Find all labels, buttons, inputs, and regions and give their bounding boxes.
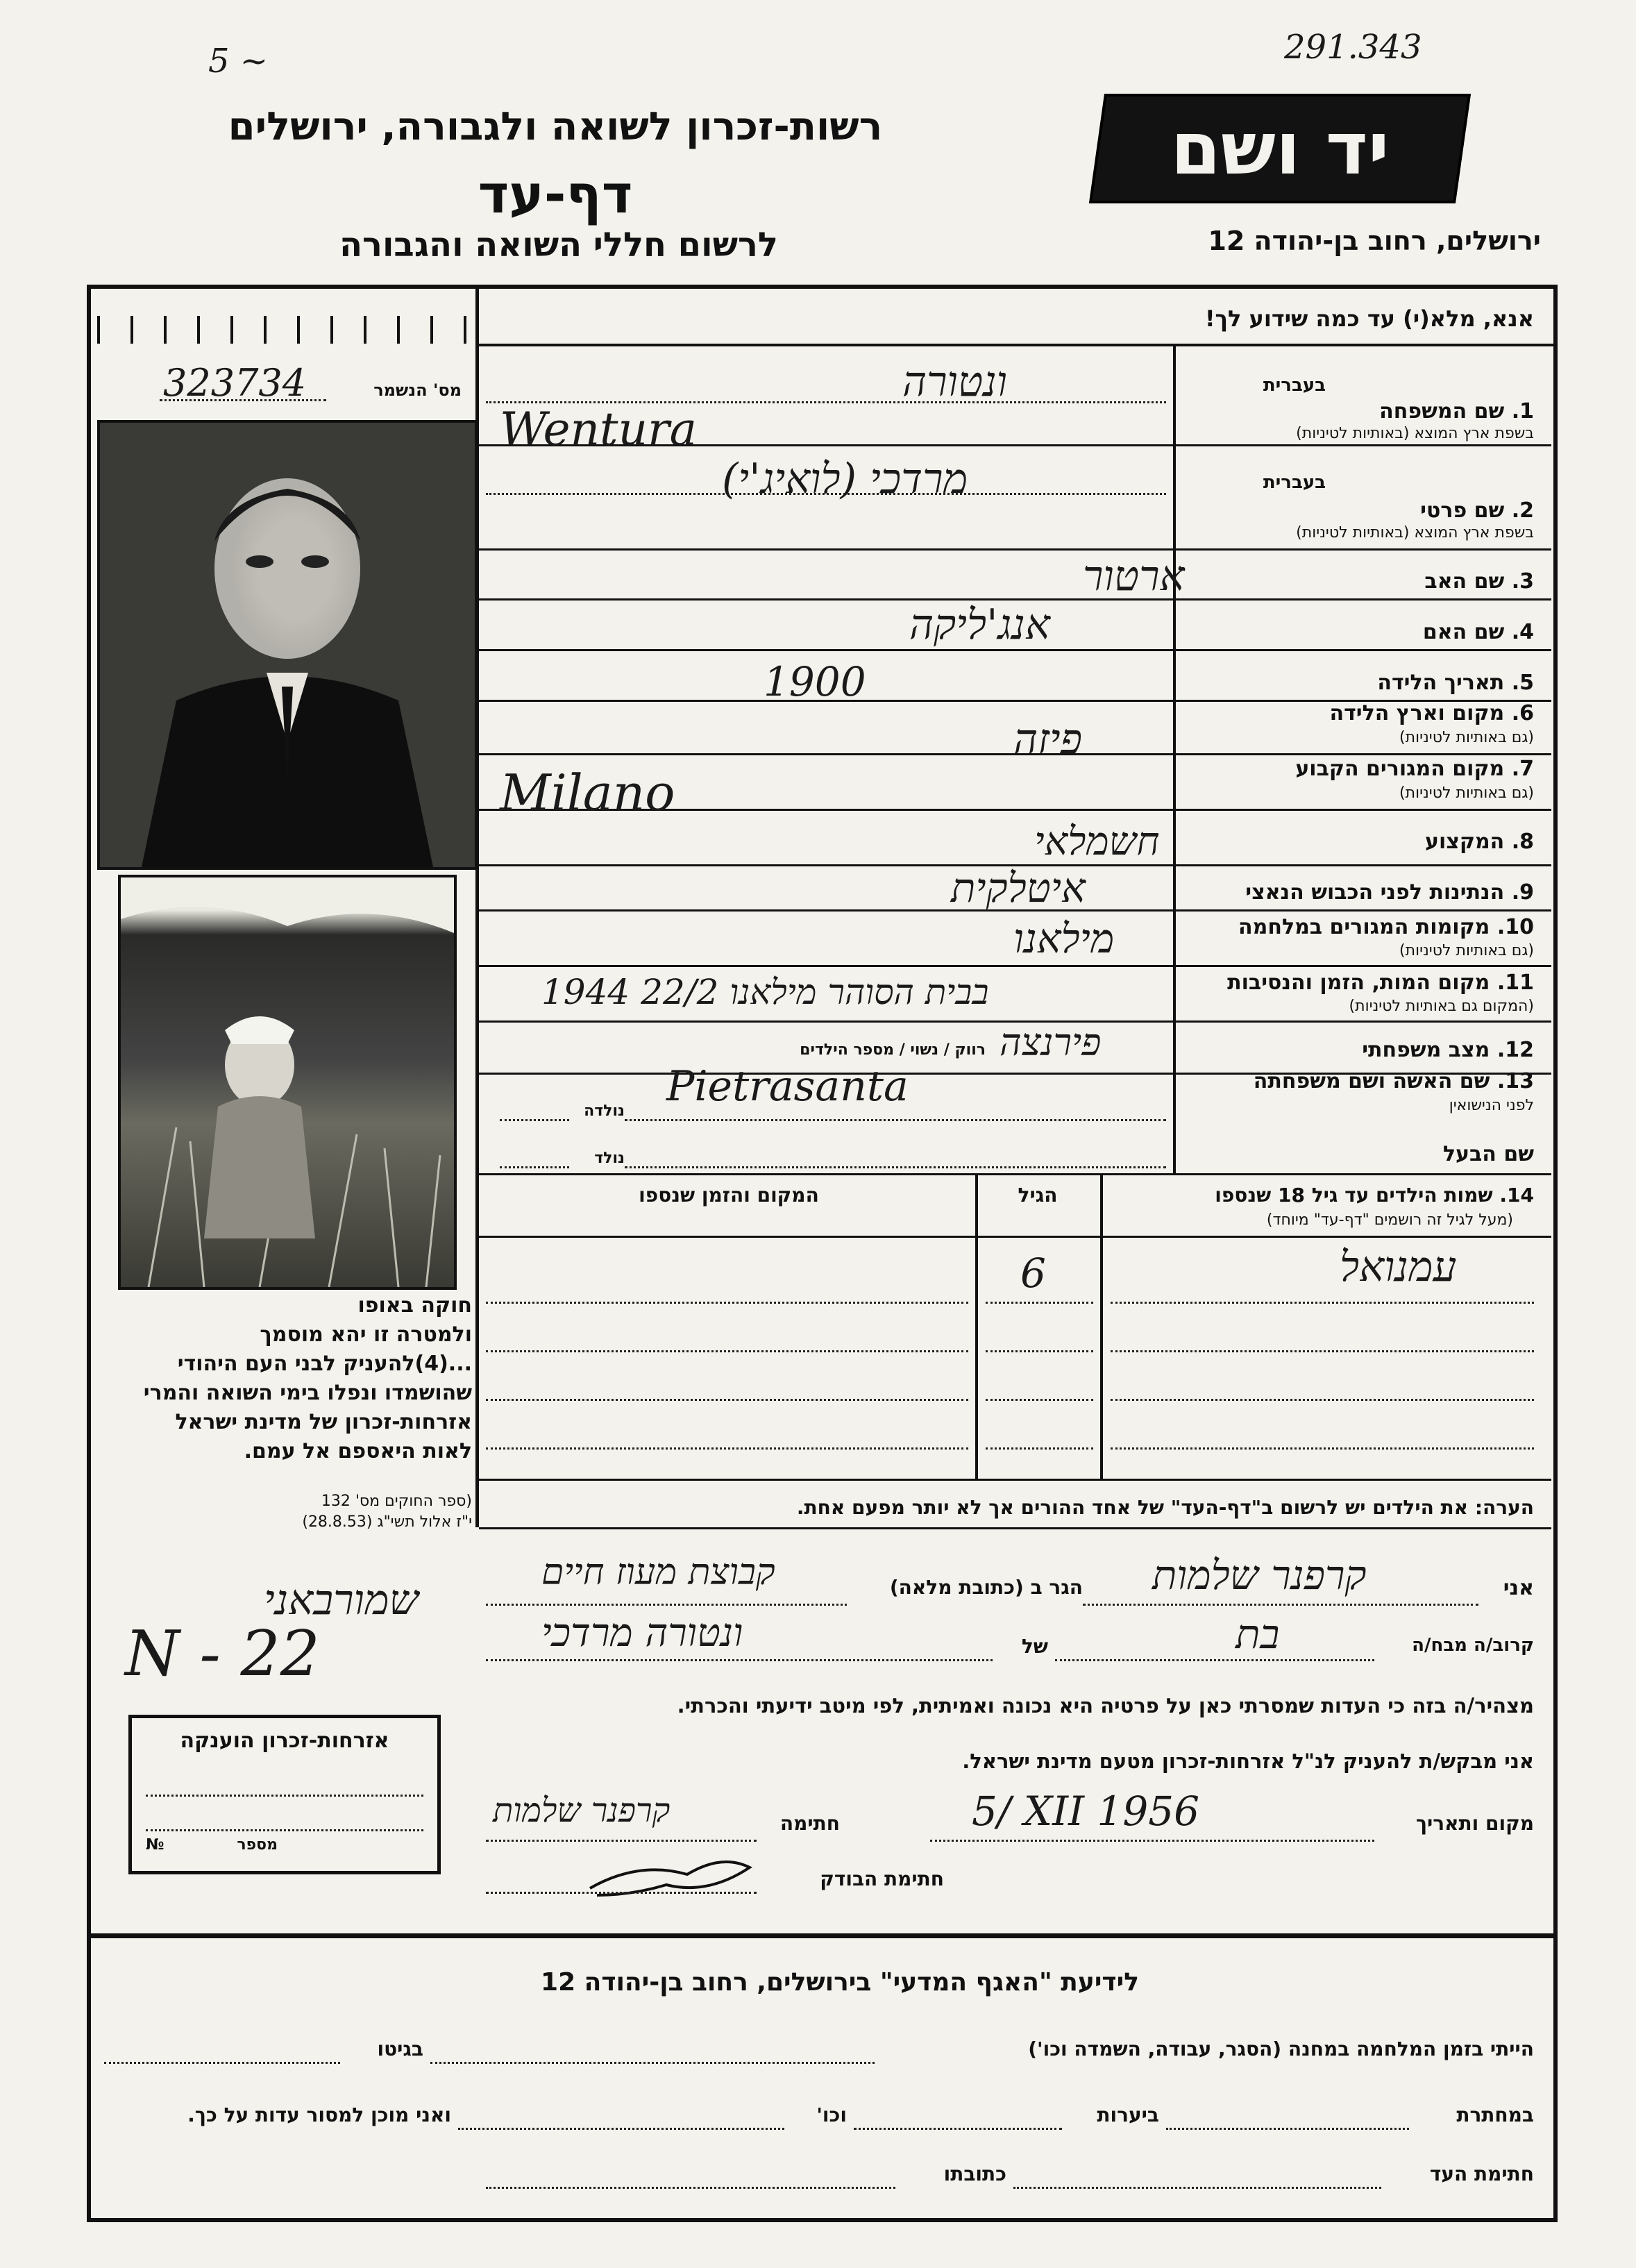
children-sub: (מעל לגיל זה רושמים "דף-עד" מיוחד) [1266,1211,1513,1229]
child-photo [118,875,457,1290]
field-4-value: אנג'ליקה [909,600,1050,649]
decl-place-date-label: מקום ותאריך [1415,1812,1534,1835]
decl-relation-label: קרוב/ה מבח/ה [1412,1635,1534,1656]
stamp-box-no: № [146,1836,165,1854]
field-1-sub2: בשפת ארץ המוצא (באותיות לטיניות) [1296,425,1534,442]
field-5-label [1180,671,1534,695]
decl-signature: קרפנר שלמות [493,1791,671,1830]
quote-line-2: ולמטרה זו יהא מוסמך [260,1322,472,1347]
register-label: מס' הנשמר [373,380,462,400]
field-6-value: פיזה [1013,715,1083,764]
field-8-value: חשמלאי [1034,819,1160,864]
field-3-value: ארטור [1083,552,1185,600]
field-1-num: 1. [1511,399,1534,423]
field-11-text: מקום המות, הזמן והנסיבות [1227,971,1490,995]
quote-line-6: לאות היאספם אל עמם. [244,1439,472,1463]
field-4-label [1180,620,1534,644]
decl-relation: בת [1236,1611,1280,1658]
field-12-sub3: רווק / נשוי / מספר הילדים [800,1041,986,1059]
field-6-label [1180,701,1534,725]
field-6-num: 6. [1511,701,1534,725]
field-9-text: הנתינות לפני הכבוש הנאצי [1245,880,1505,905]
field-2-num: 2. [1511,498,1534,523]
field-1-text: שם המשפחה [1379,399,1505,423]
children-col-place: המקום והזמן שנספו [639,1184,819,1207]
field-1-value-he: ונטורה [902,358,1008,406]
quote-line-3: ...(4)להעניק לבני העם היהודי [177,1352,472,1376]
quote-line-4: שהושמדו ונפלו בימי השואה והמרי [143,1381,472,1405]
law-reference: (ספר החוקים מס' 132 [321,1493,472,1510]
field-13-born-label: נולדה [584,1102,625,1120]
field-1-value-latin: Wentura [500,403,697,456]
footer-line1-b: בגיטו [377,2038,423,2060]
footer-line2-d: ואני מוכן למסור עדות על כך. [187,2103,451,2126]
decl-sig-label: חתימה [779,1812,840,1835]
children-col-age: הגיל [1018,1184,1058,1207]
logo-text: יד ושם [1170,106,1390,191]
citizenship-stamp-box [128,1715,441,1874]
field-5-num: 5. [1511,671,1534,695]
stamp-box-title: אזרחות-זכרון הוענקה [180,1729,389,1753]
field-7-sub2: (גם באותיות לטיניות) [1399,784,1534,802]
field-10-value: מילאנו [1013,915,1115,962]
field-12-label [1180,1038,1534,1062]
form-title: דף-עד [478,163,633,225]
field-4-num: 4. [1511,620,1534,644]
register-number: 323734 [163,361,307,405]
field-9-num: 9. [1511,880,1534,905]
field-6-text: מקום וארץ הלידה [1329,701,1505,725]
field-8-label [1180,830,1534,854]
field-4-text: שם האם [1422,620,1505,644]
child-figure-icon [121,877,454,1287]
children-label [1111,1184,1534,1207]
field-13-label [1180,1069,1534,1093]
footer-line2-b: ביערות [1097,2103,1159,2126]
decl-of-whom: ונטורה מרדכי [541,1611,743,1656]
field-2-sub1: בעברית [1263,472,1326,493]
quote-line-5: אזרחות-זכרון של מדינת ישראל [175,1410,472,1434]
field-7-num: 7. [1511,757,1534,781]
quote-line-1: חוקה באופו [357,1293,472,1318]
field-11-value: בבית הסוהר מילאנו 22/2 1944 [541,972,989,1012]
field-8-num: 8. [1511,830,1534,854]
field-12-text: מצב משפחתי [1362,1038,1490,1062]
decl-ani: אני [1503,1576,1534,1600]
field-10-label [1180,915,1534,939]
children-text: שמות הילדים עד גיל 18 שנספו [1215,1184,1493,1207]
field-2-sub2: בשפת ארץ המוצא (באותיות לטיניות) [1296,524,1534,541]
institution-title: רשות-זכרון לשואה ולגבורה, ירושלים [228,104,883,149]
field-10-text: מקומות המגורים במלחמה [1238,915,1490,939]
field-3-num: 3. [1511,569,1534,594]
field-11-num: 11. [1496,971,1534,995]
decl-gar-label: הגר ב (כתובת מלאה) [889,1576,1083,1599]
husband-label: שם הבעל [1442,1142,1534,1166]
field-6-sub2: (גם באותיות לטיניות) [1399,729,1534,746]
child-name: עמנואל [1340,1243,1457,1291]
decl-statement-2: אני מבקש/ת להעניק לנ"ל אזרחות-זכרון מטעם מדינת ישראל. [962,1749,1534,1773]
footer-line1-a: הייתי בזמן המלחמה במחנה (הסגר, עבודה, השמדה וכו') [1028,2038,1534,2060]
decl-address: קבוצת מעוז חיים [541,1552,775,1593]
tick-strip [97,316,472,344]
decl-statement-1: מצהיר/ה בזה כי העדות שמסרתי כאן על פרטיה היא נכונה ואמיתית, לפי מיטב ידיעתי והכרתי. [677,1694,1534,1717]
yad-vashem-logo [1089,94,1471,203]
field-13-num: 13. [1496,1069,1534,1093]
field-8-text: המקצוע [1424,830,1505,854]
portrait-photo [97,420,478,870]
field-10-num: 10. [1496,915,1534,939]
footer-line3-b: כתובתו [943,2162,1006,2185]
husband-born-label: נולד [594,1150,625,1167]
stamp-box-num-label: מספר [237,1836,278,1854]
field-12-value: פירנצה [1000,1020,1102,1064]
field-7-text: מקום המגורים הקבוע [1295,757,1505,781]
child-age: 6 [1020,1250,1046,1297]
portrait-figure-icon [100,423,475,867]
field-10-sub2: (גם באותיות לטיניות) [1399,942,1534,959]
field-2-text: שם פרטי [1420,498,1505,523]
decl-shel: של [1021,1635,1048,1658]
decl-name: קרפנר שלמות [1152,1552,1367,1599]
field-2-label [1180,498,1534,523]
field-3-label [1180,569,1534,594]
footer-line2-c: וכו' [816,2103,847,2126]
field-1-sub1: בעברית [1263,375,1326,396]
margin-note-number: N - 22 [125,1618,320,1690]
children-num: 14. [1499,1184,1534,1207]
field-12-num: 12. [1496,1038,1534,1062]
quote-text [97,1291,472,1466]
field-11-label [1180,971,1534,995]
field-7-label [1180,757,1534,781]
footer-title: לידיעת "האגף המדעי" בירושלים, רחוב בן-יהודה 12 [541,1968,1139,1997]
intro-text: אנא, מלא(י) עד כמה שידוע לך! [1204,305,1534,332]
field-5-value: 1900 [764,658,866,705]
decl-place-date: 5/ XII 1956 [972,1788,1200,1835]
field-13-sub2: לפני הנישואין [1449,1097,1534,1114]
field-13-text: שם האשה ושם משפחתה [1253,1069,1490,1093]
address: ירושלים, רחוב בן-יהודה 12 [1208,226,1541,256]
margin-note-text: שמורבאני [264,1576,419,1624]
field-2-value: מרדכי (לואיג'י) [722,455,968,503]
field-1-label [1180,399,1534,423]
handwritten-number: 291.343 [1284,28,1422,67]
form-subtitle: לרשום חללי השואה והגבורה [339,226,778,264]
examiner-signature-icon [583,1847,764,1902]
footer-line2-a: במחתרת [1456,2103,1534,2126]
header-scribble: 5 ~ [208,42,269,81]
footer-line3-a: חתימת העד [1429,2162,1534,2185]
field-7-value: Milano [500,764,675,822]
law-date: י"ז אלול תשי"ג (28.8.53) [302,1513,472,1531]
field-9-value: איטלקית [951,864,1086,912]
decl-examiner-label: חתימת הבודק [820,1867,944,1890]
field-3-text: שם האב [1424,569,1505,594]
field-5-text: תאריך הלידה [1377,671,1505,695]
field-9-label [1180,880,1534,905]
field-11-sub2: (המקום גם באותיות לטיניות) [1349,998,1534,1015]
children-note: הערה: את הילדים יש לרשום ב"דף-העד" של אחד ההורים אך לא יותר מפעם אחת. [796,1496,1534,1519]
field-13-value: Pietrasanta [666,1062,909,1111]
